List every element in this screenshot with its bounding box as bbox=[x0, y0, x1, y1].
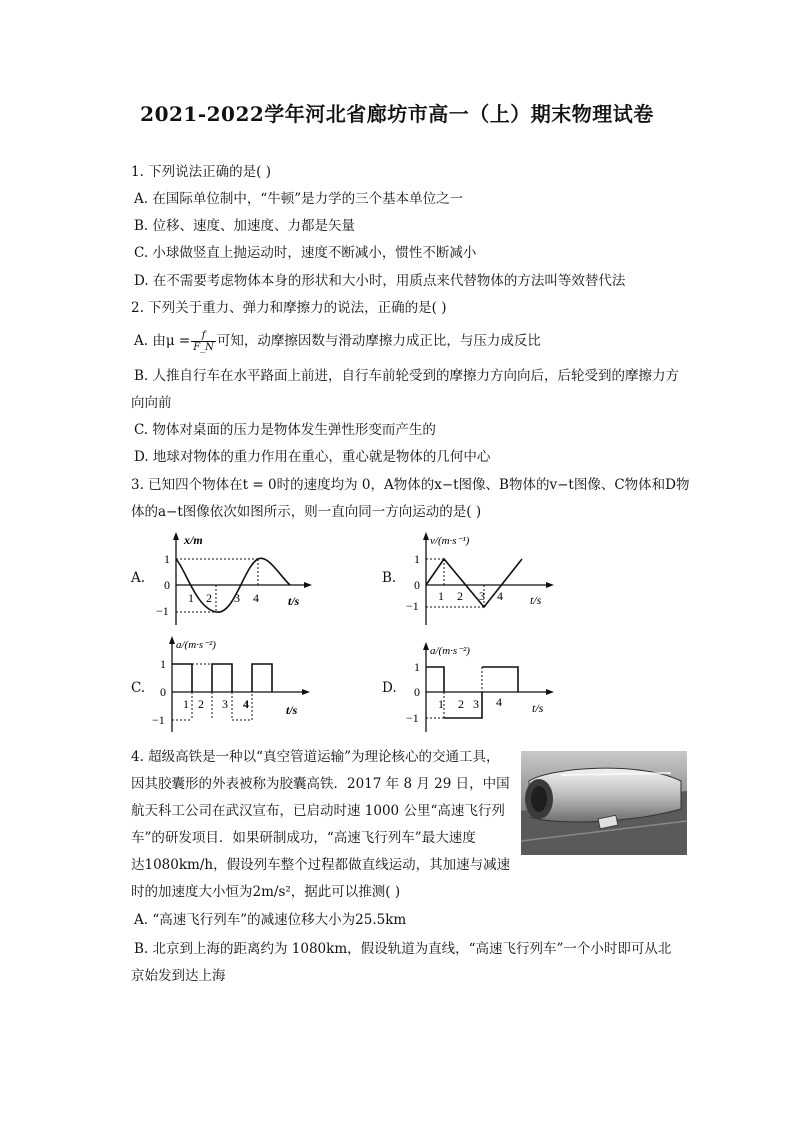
q4-stem-line1: 4. 超级高铁是一种以“真空管道运输”为理论核心的交通工具， bbox=[131, 749, 500, 765]
q1-option-a: A. 在国际单位制中，“牛顿”是力学的三个基本单位之一 bbox=[134, 191, 464, 207]
q2-stem: 2. 下列关于重力、弹力和摩擦力的说法，正确的是( ) bbox=[131, 300, 447, 316]
q4-option-b-line2: 京始发到达上海 bbox=[131, 968, 226, 984]
page-title: 2021-2022学年河北省廊坊市高一（上）期末物理试卷 bbox=[140, 102, 654, 126]
graph-b-xtick-1: 1 bbox=[438, 589, 444, 603]
graph-d-ytick-1: 1 bbox=[414, 660, 420, 674]
q2-option-d: D. 地球对物体的重力作用在重心，重心就是物体的几何中心 bbox=[134, 449, 491, 465]
q2-option-b-line2: 向向前 bbox=[131, 395, 172, 411]
graph-b-ylabel: v/(m·s⁻¹) bbox=[430, 535, 470, 547]
hyperloop-train-photo bbox=[521, 751, 687, 855]
graph-b-ytick-0: 0 bbox=[414, 578, 420, 592]
graph-d-ytick-0: 0 bbox=[414, 685, 420, 699]
q4-option-b-line1: B. 北京到上海的距离约为 1080km，假设轨道为直线，“高速飞行列车”一个小时即可从北 bbox=[134, 941, 672, 957]
q4-stem-line3: 航天科工公司在武汉宣布，已启动时速 1000 公里“高速飞行列 bbox=[131, 803, 505, 819]
q2-option-a-suffix: 可知，动摩擦因数与滑动摩擦力成正比，与压力成反比 bbox=[216, 333, 541, 349]
q2-option-b-line1: B. 人推自行车在水平路面上前进，自行车前轮受到的摩擦力方向向后，后轮受到的摩擦力方 bbox=[134, 368, 680, 384]
q3-stem-line2: 体的a−t图像依次如图所示，则一直向同一方向运动的是( ) bbox=[131, 504, 482, 520]
graph-b-label: B. bbox=[382, 570, 397, 586]
fraction-numerator: f bbox=[191, 330, 216, 342]
graph-a-xtick-1: 1 bbox=[188, 591, 194, 605]
graph-d-xlabel: t/s bbox=[532, 701, 544, 715]
graph-d-label: D. bbox=[382, 680, 397, 696]
q3-stem-line1: 3. 已知四个物体在t = 0时的速度均为 0，A物体的x−t图像、B物体的v−t图像、C物体和D物 bbox=[131, 477, 690, 493]
graph-d-ytick-neg1: −1 bbox=[406, 711, 419, 725]
graph-c bbox=[146, 634, 316, 734]
graph-a-ytick-0: 0 bbox=[164, 578, 170, 592]
graph-d-xtick-1: 1 bbox=[438, 697, 444, 711]
graph-c-xtick-4: 4 bbox=[243, 697, 249, 711]
q4-option-a: A. “高速飞行列车”的减速位移大小为25.5km bbox=[134, 912, 407, 928]
graph-b-xtick-3: 3 bbox=[479, 589, 485, 603]
graph-c-xlabel: t/s bbox=[286, 703, 298, 717]
graph-c-xtick-3: 3 bbox=[222, 697, 228, 711]
graph-a-ytick-neg1: −1 bbox=[156, 604, 169, 618]
graph-c-label: C. bbox=[131, 680, 146, 696]
graph-c-ytick-neg1: −1 bbox=[152, 713, 165, 727]
q2-option-a bbox=[134, 330, 541, 353]
graph-d-ylabel: a/(m·s⁻²) bbox=[430, 645, 470, 657]
q2-option-c: C. 物体对桌面的压力是物体发生弹性形变而产生的 bbox=[134, 422, 436, 438]
q1-option-b: B. 位移、速度、加速度、力都是矢量 bbox=[134, 218, 356, 234]
graph-a-xtick-4: 4 bbox=[253, 591, 259, 605]
graph-d bbox=[400, 640, 560, 740]
fraction-denominator: F_N bbox=[193, 342, 214, 353]
friction-fraction bbox=[191, 330, 216, 353]
graph-a-ytick-1: 1 bbox=[164, 552, 170, 566]
graph-c-ytick-0: 0 bbox=[160, 685, 166, 699]
graph-b-xtick-4: 4 bbox=[497, 589, 503, 603]
q1-option-c: C. 小球做竖直上抛运动时，速度不断减小，惯性不断减小 bbox=[134, 245, 477, 261]
graph-c-ylabel: a/(m·s⁻²) bbox=[176, 639, 216, 651]
graph-d-xtick-2: 2 bbox=[458, 697, 464, 711]
q4-stem-line5: 达1080km/h，假设列车整个过程都做直线运动，其加速与减速 bbox=[131, 857, 511, 873]
graph-a-xtick-2: 2 bbox=[206, 591, 212, 605]
graph-b bbox=[400, 530, 560, 630]
graph-a bbox=[150, 530, 320, 630]
graph-b-xlabel: t/s bbox=[530, 593, 542, 607]
graph-b-xtick-2: 2 bbox=[457, 589, 463, 603]
graph-c-xtick-2: 2 bbox=[198, 697, 204, 711]
graph-b-ytick-1: 1 bbox=[414, 552, 420, 566]
graph-a-label: A. bbox=[131, 570, 146, 586]
q1-option-d: D. 在不需要考虑物体本身的形状和大小时，用质点来代替物体的方法叫等效替代法 bbox=[134, 273, 626, 289]
q2-option-a-prefix: A. 由μ = bbox=[134, 333, 191, 349]
graph-a-xtick-3: 3 bbox=[234, 591, 240, 605]
graph-c-xtick-1: 1 bbox=[183, 697, 189, 711]
graph-b-ytick-neg1: −1 bbox=[406, 599, 419, 613]
graph-a-ylabel: x/m bbox=[184, 533, 203, 547]
graph-a-xlabel: t/s bbox=[288, 594, 300, 608]
graph-d-xtick-3: 3 bbox=[473, 697, 479, 711]
graph-c-ytick-1: 1 bbox=[160, 657, 166, 671]
q1-stem: 1. 下列说法正确的是( ) bbox=[131, 164, 271, 180]
graph-d-xtick-4: 4 bbox=[496, 695, 502, 709]
q4-stem-line2: 因其胶囊形的外表被称为胶囊高铁．2017 年 8 月 29 日，中国 bbox=[131, 776, 510, 792]
q4-stem-line6: 时的加速度大小恒为2m/s²，据此可以推测( ) bbox=[131, 884, 401, 900]
q4-stem-line4: 车”的研发项目．如果研制成功，“高速飞行列车”最大速度 bbox=[131, 830, 476, 846]
